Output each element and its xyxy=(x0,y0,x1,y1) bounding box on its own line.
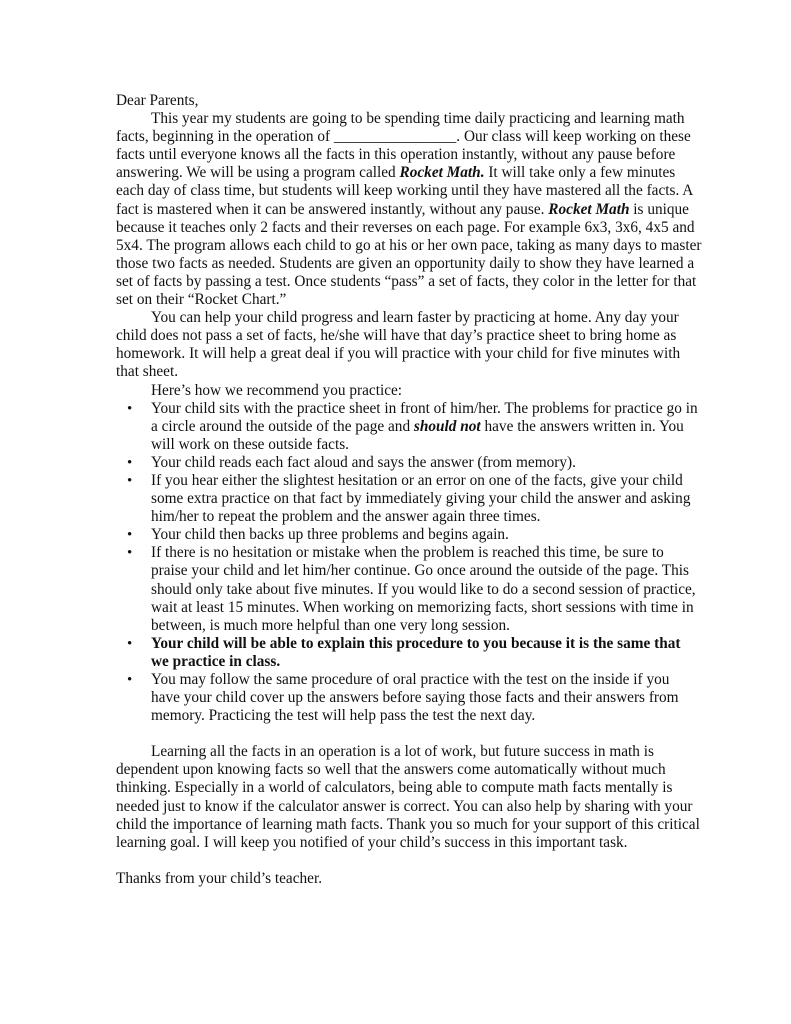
step-1-text-b: have the answers written in. You will work on these outside facts. xyxy=(151,417,684,453)
list-item xyxy=(116,454,702,472)
program-name-1: Rocket Math. xyxy=(399,164,485,182)
intro-text-b: It will take only a few minutes each day of class time, but students will keep working until they have mastered all the facts. A fact is mastered when it can be answered instantly, without any pause. xyxy=(116,164,693,218)
help-paragraph: You can help your child progress and learn faster by practicing at home. Any day your child does not pass a set of facts, he/she will have that day’s practice sheet to bring home as homework. It will help a great deal if you will practice with your child for five minutes with that sheet. xyxy=(116,309,681,381)
step-3-text: If you hear either the slightest hesitation or an error on one of the facts, give your child some extra practice on that fact by immediately giving your child the answer and asking him/her to repeat the problem and the answer again three times. xyxy=(151,471,691,526)
bullet-icon: • xyxy=(127,527,133,544)
step-6-text: Your child will be able to explain this procedure to you because it is the same that we practice in class. xyxy=(151,634,681,670)
practice-steps-list xyxy=(116,400,702,726)
intro-paragraph xyxy=(116,110,702,309)
list-item xyxy=(116,400,702,454)
bullet-icon: • xyxy=(127,472,133,489)
closing-paragraph: Learning all the facts in an operation is a lot of work, but future success in math is dependent upon knowing facts so well that the answers come automatically without much thinking. Especially in a world of calculators, being able to compute math facts mentally is needed just to know if the calculator answer is correct. You can also help by sharing with your child the importance of learning math facts. Thank you so much for your support of this critical learning goal. I will keep you notified of your child’s success in this important task. xyxy=(116,743,700,851)
spacer xyxy=(116,852,702,870)
bullet-icon: • xyxy=(127,635,133,652)
step-1-text-a: Your child sits with the practice sheet in front of him/her. The problems for practice go in a circle around the outside of the page and xyxy=(151,399,698,435)
step-1-emphasis: should not xyxy=(413,417,481,435)
bullet-icon: • xyxy=(127,400,133,417)
program-name-2: Rocket Math xyxy=(548,200,630,218)
recommend-paragraph: Here’s how we recommend you practice: xyxy=(151,381,403,399)
letter-page xyxy=(116,92,702,888)
list-item xyxy=(116,472,702,526)
salutation: Dear Parents, xyxy=(116,92,199,109)
list-item xyxy=(116,671,702,725)
step-7-text: You may follow the same procedure of oral practice with the test on the inside if you have your child cover up the answers before saying those facts and their answers from memory. Practicing the test will help pass the test the next day. xyxy=(151,671,679,725)
list-item xyxy=(116,526,702,544)
intro-text-a: This year my students are going to be spending time daily practicing and learning math facts, beginning in the operation of ________________. Our class will keep working on these facts until everyone knows all the facts in this operation instantly, without any pause before answering. We will be using a program called xyxy=(116,110,691,182)
step-2-text: Your child reads each fact aloud and says the answer (from memory). xyxy=(151,453,576,471)
intro-text-c: is unique because it teaches only 2 facts and their reverses on each page. For example 6x3, 3x6, 4x5 and 5x4. The program allows each child to go at his or her own pace, taking as many days to master those two facts as needed. Students are given an opportunity daily to show they have learned a set of facts by passing a test. Once students “pass” a set of facts, they color in the letter for that set on their “Rocket Chart.” xyxy=(116,200,702,309)
bullet-icon: • xyxy=(127,454,133,471)
step-4-text: Your child then backs up three problems and begins again. xyxy=(151,526,509,544)
step-5-text: If there is no hesitation or mistake when the problem is reached this time, be sure to praise your child and let him/her continue. Go once around the outside of the page. This should only take about five minutes. If you would like to do a second session of practice, wait at least 15 minutes. When working on memorizing facts, short sessions with time in between, is much more helpful than one very long session. xyxy=(151,544,696,634)
signature-line: Thanks from your child’s teacher. xyxy=(116,869,323,887)
bullet-icon: • xyxy=(127,545,133,562)
spacer xyxy=(116,725,702,743)
list-item xyxy=(116,635,702,671)
list-item xyxy=(116,544,702,634)
bullet-icon: • xyxy=(127,672,133,688)
